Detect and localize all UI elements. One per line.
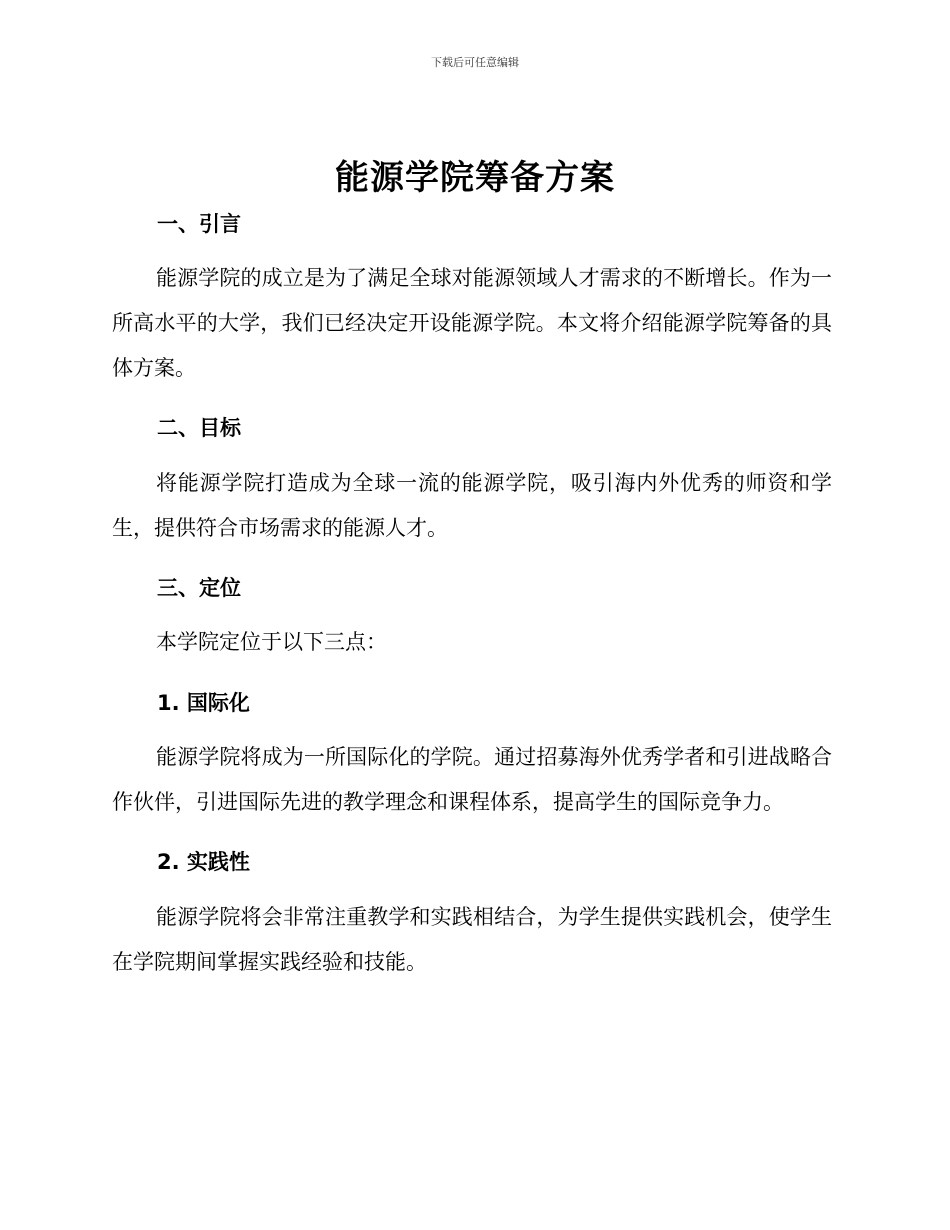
section-body-practice: 能源学院将会非常注重教学和实践相结合，为学生提供实践机会，使学生在学院期间掌握实践经验和技能。 xyxy=(112,905,832,974)
section-heading-positioning: 三、定位 xyxy=(157,576,241,600)
section-heading-goal: 二、目标 xyxy=(157,416,241,440)
section-heading-practice: 2. 实践性 xyxy=(157,850,250,874)
section-body-international: 能源学院将成为一所国际化的学院。通过招募海外优秀学者和引进战略合作伙伴，引进国际先进的教学理念和课程体系，提高学生的国际竞争力。 xyxy=(112,745,832,814)
section-body-positioning: 本学院定位于以下三点： xyxy=(156,630,387,654)
section-heading-international: 1. 国际化 xyxy=(157,691,250,715)
section-body-goal: 将能源学院打造成为全球一流的能源学院，吸引海内外优秀的师资和学生，提供符合市场需求的能源人才。 xyxy=(112,471,832,540)
page-header-note: 下载后可任意编辑 xyxy=(431,56,519,69)
document-title: 能源学院筹备方案 xyxy=(335,158,615,198)
section-heading-intro: 一、引言 xyxy=(157,212,241,236)
section-body-intro: 能源学院的成立是为了满足全球对能源领域人才需求的不断增长。作为一所高水平的大学，我们已经决定开设能源学院。本文将介绍能源学院筹备的具体方案。 xyxy=(112,266,832,380)
